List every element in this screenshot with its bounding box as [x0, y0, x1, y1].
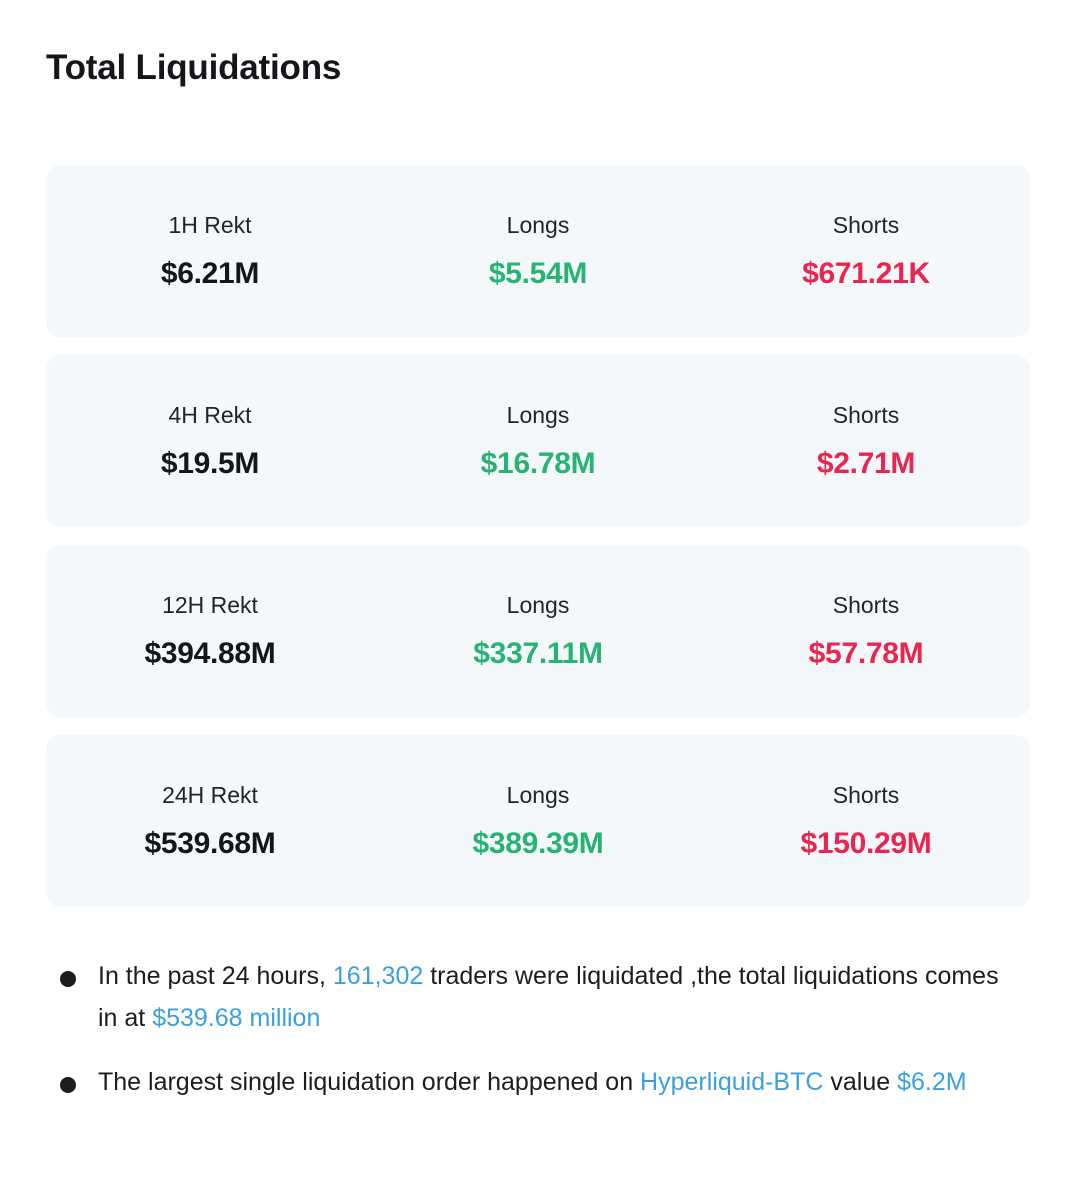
- shorts-column: [702, 592, 1030, 671]
- longs-column: [374, 782, 702, 861]
- longs-column: [374, 402, 702, 481]
- longs-label: Longs: [506, 591, 570, 618]
- shorts-value: $671.21K: [802, 256, 930, 290]
- liquidation-row-24h[interactable]: [46, 735, 1030, 907]
- shorts-value: $2.71M: [816, 446, 916, 480]
- bullet-icon: [60, 971, 76, 987]
- shorts-label: Shorts: [832, 211, 900, 238]
- period-total-value: $539.68M: [144, 826, 276, 860]
- shorts-value: $57.78M: [808, 636, 924, 670]
- liquidation-row-4h[interactable]: [46, 355, 1030, 527]
- period-label: 24H Rekt: [162, 781, 258, 808]
- shorts-label: Shorts: [832, 401, 900, 428]
- longs-value: $16.78M: [480, 446, 596, 480]
- period-total-value: $6.21M: [160, 256, 260, 290]
- period-label: 4H Rekt: [168, 401, 252, 428]
- summary-notes: [46, 955, 1036, 1125]
- longs-label: Longs: [506, 781, 570, 808]
- period-column: [46, 782, 374, 861]
- shorts-column: [702, 782, 1030, 861]
- period-column: [46, 592, 374, 671]
- longs-value: $5.54M: [488, 256, 588, 290]
- longs-label: Longs: [506, 401, 570, 428]
- page-title: Total Liquidations: [46, 48, 342, 87]
- period-total-value: $394.88M: [144, 636, 276, 670]
- note-text-part2: traders were liquidated ,the total liquidations comes in at: [98, 962, 999, 1032]
- note-text: [98, 955, 1003, 1039]
- period-column: [46, 402, 374, 481]
- longs-value: $337.11M: [473, 636, 603, 670]
- longs-column: [374, 212, 702, 291]
- shorts-column: [702, 402, 1030, 481]
- note-text: [98, 1061, 967, 1103]
- longs-column: [374, 592, 702, 671]
- list-item: [46, 955, 1036, 1039]
- note-text-part2: value: [823, 1068, 898, 1096]
- period-total-value: $19.5M: [160, 446, 260, 480]
- period-label: 12H Rekt: [162, 591, 258, 618]
- longs-label: Longs: [506, 211, 570, 238]
- liquidation-row-12h[interactable]: [46, 545, 1030, 717]
- note-highlight-exchange[interactable]: Hyperliquid-BTC: [640, 1068, 824, 1096]
- bullet-icon: [60, 1077, 76, 1093]
- period-column: [46, 212, 374, 291]
- list-item: [46, 1061, 1036, 1103]
- shorts-column: [702, 212, 1030, 291]
- shorts-value: $150.29M: [800, 826, 932, 860]
- liquidation-row-1h[interactable]: [46, 165, 1030, 337]
- note-highlight-value[interactable]: $6.2M: [897, 1068, 967, 1096]
- note-text-part1: In the past 24 hours,: [98, 962, 333, 990]
- shorts-label: Shorts: [832, 781, 900, 808]
- period-label: 1H Rekt: [168, 211, 252, 238]
- note-highlight-traders[interactable]: 161,302: [332, 962, 424, 990]
- shorts-label: Shorts: [832, 591, 900, 618]
- liquidation-cards: [46, 165, 1030, 925]
- note-text-part1: The largest single liquidation order happened on: [98, 1068, 641, 1096]
- longs-value: $389.39M: [472, 826, 604, 860]
- note-highlight-total[interactable]: $539.68 million: [152, 1004, 321, 1032]
